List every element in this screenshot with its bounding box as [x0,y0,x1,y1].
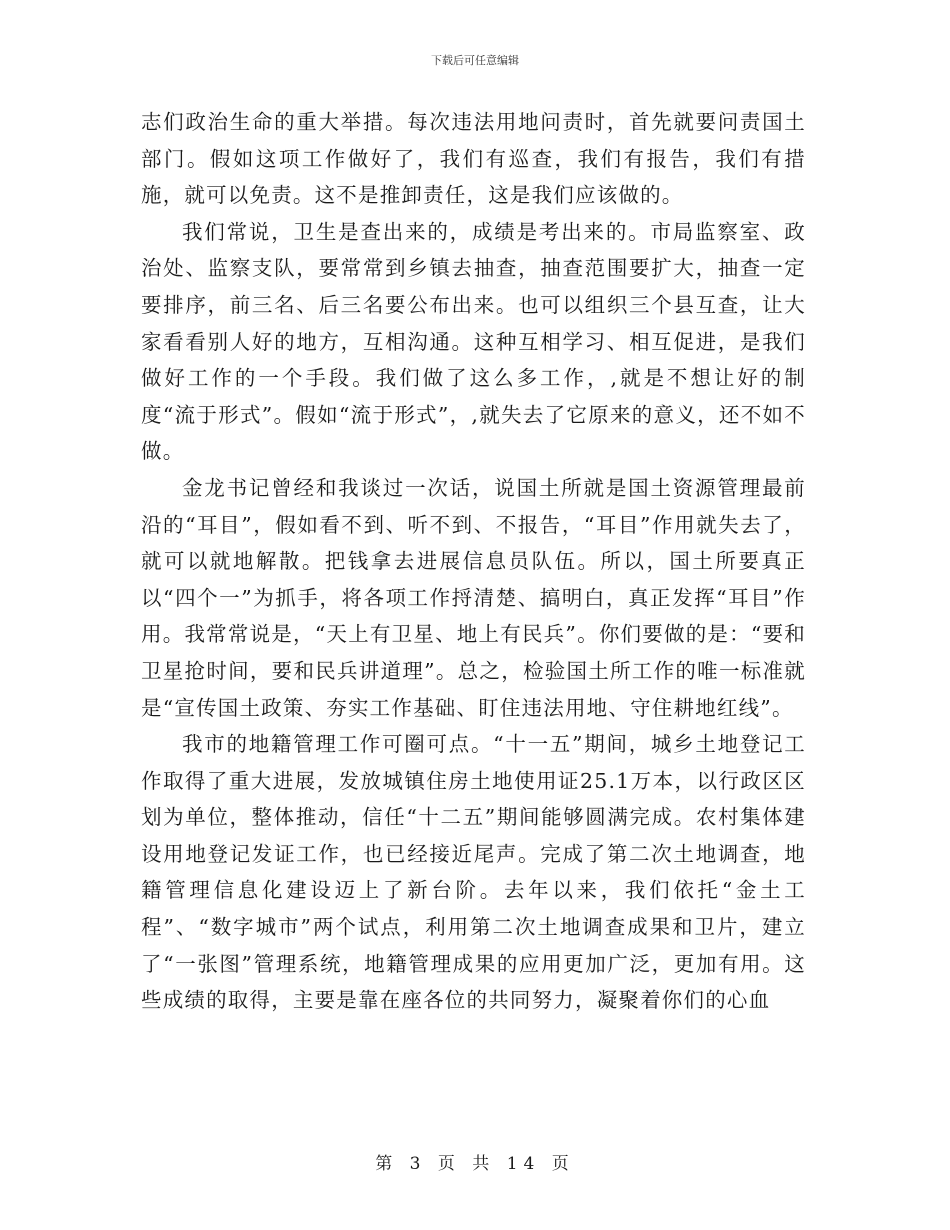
page-header: 下载后可任意编辑 [431,54,519,67]
paragraph: 我们常说，卫生是查出来的，成绩是考出来的。市局监察室、政治处、监察支队，要常常到乡镇去抽查，抽查范围要扩大，抽查一定要排序，前三名、后三名要公布出来。也可以组织三个县互查，让大家看看别人好的地方，互相沟通。这种互相学习、相互促进，是我们做好工作的一个手段。我们做了这么多工作，,就是不想让好的制度“流于形式”。假如“流于形式”，,就失去了它原来的意义，还不如不做。 [141,219,806,464]
document-body [141,104,806,1019]
page-number-footer: 第 3 页 共 14 页 [375,1154,575,1174]
paragraph: 金龙书记曾经和我谈过一次话，说国土所就是国土资源管理最前沿的“耳目”，假如看不到、听不到、不报告，“耳目”作用就失去了，就可以就地解散。把钱拿去进展信息员队伍。所以，国土所要真正以“四个一”为抓手，将各项工作捋清楚、搞明白，真正发挥“耳目”作用。我常常说是，“天上有卫星、地上有民兵”。你们要做的是：“要和卫星抢时间，要和民兵讲道理”。总之，检验国土所工作的唯一标准就是“宣传国土政策、夯实工作基础、盯住违法用地、守住耕地红线”。 [141,475,806,720]
paragraph-continuation: 志们政治生命的重大举措。每次违法用地问责时，首先就要问责国土部门。假如这项工作做好了，我们有巡查，我们有报告，我们有措施，就可以免责。这不是推卸责任，这是我们应该做的。 [141,110,806,208]
paragraph: 我市的地籍管理工作可圈可点。“十一五”期间，城乡土地登记工作取得了重大进展，发放城镇住房土地使用证25.1万本，以行政区区划为单位，整体推动，信任“十二五”期间能够圆满完成。农村集体建设用地登记发证工作，也已经接近尾声。完成了第二次土地调查，地籍管理信息化建设迈上了新台阶。去年以来，我们依托“金土工程”、“数字城市”两个试点，利用第二次土地调查成果和卫片，建立了“一张图”管理系统，地籍管理成果的应用更加广泛，更加有用。这些成绩的取得，主要是靠在座各位的共同努力，凝聚着你们的心血 [141,732,806,1013]
